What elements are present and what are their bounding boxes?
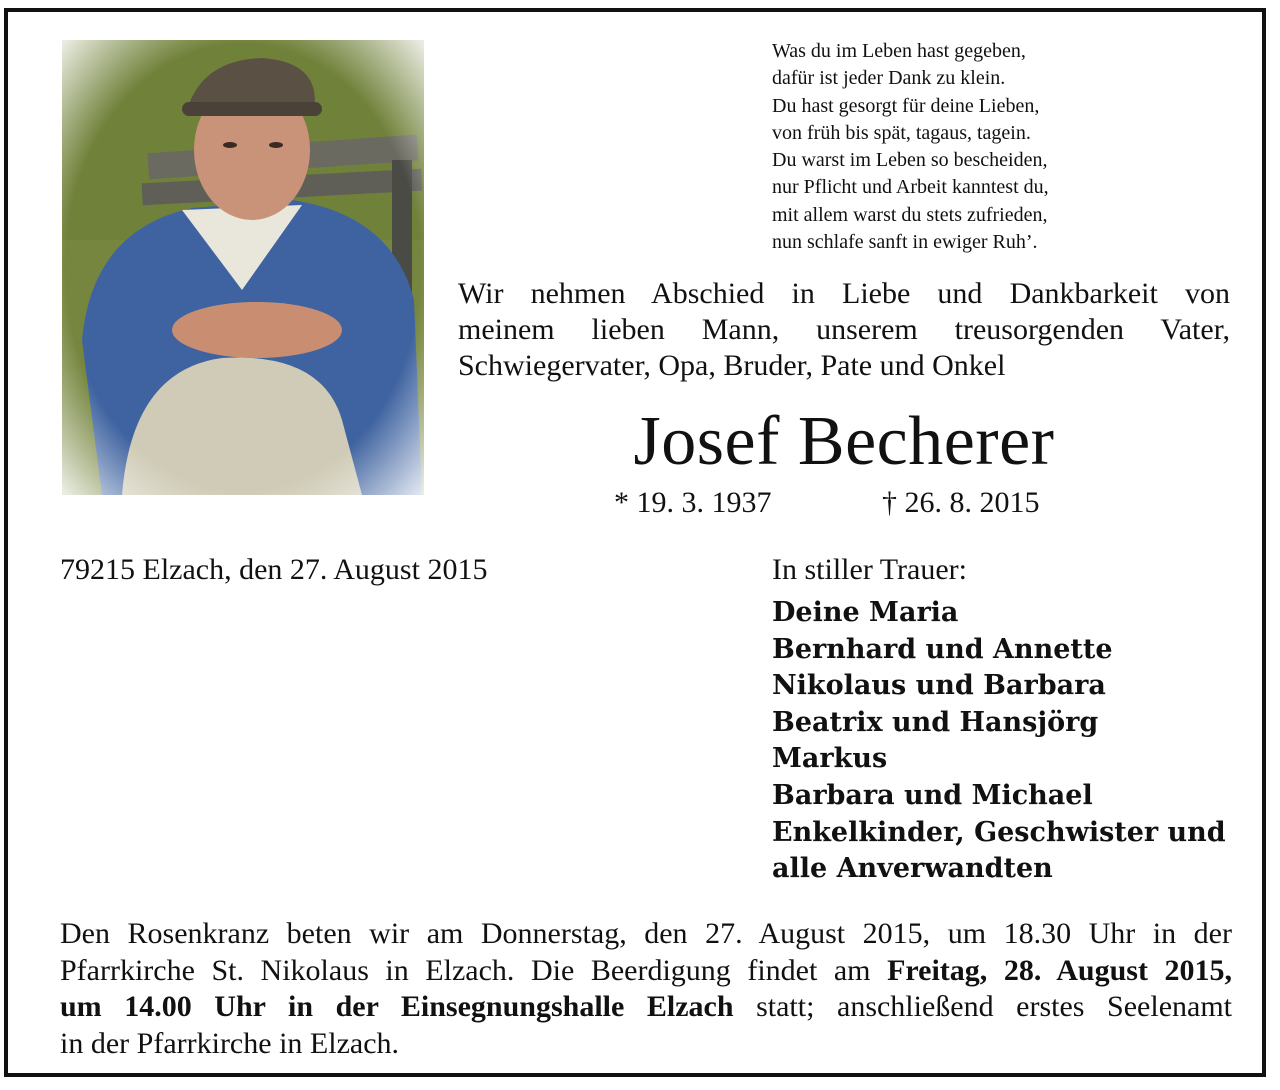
place-and-date: 79215 Elzach, den 27. August 2015 bbox=[60, 553, 488, 586]
mourner-line: Barbara und Michael bbox=[772, 779, 1093, 811]
poem bbox=[772, 38, 1192, 256]
poem-line: Du hast gesorgt für deine Lieben, bbox=[772, 94, 1040, 117]
footer-line bbox=[60, 989, 1232, 1026]
mourner-line: alle Anverwandten bbox=[772, 853, 1053, 885]
footer-text: Pfarrkirche St. Nikolaus in Elzach. Die Beerdigung findet am bbox=[60, 953, 888, 987]
poem-line: dafür ist jeder Dank zu klein. bbox=[772, 67, 1006, 90]
death-date: † 26. 8. 2015 bbox=[882, 486, 1040, 519]
mourner-line: Deine Maria bbox=[772, 597, 959, 628]
birth-date: * 19. 3. 1937 bbox=[614, 486, 772, 519]
mourning-label: In stiller Trauer: bbox=[772, 553, 967, 586]
footer-line bbox=[60, 953, 1232, 990]
funeral-time-bold: um 14.00 Uhr in der Einsegnungshalle Elzach bbox=[60, 990, 734, 1023]
portrait-photo bbox=[62, 40, 424, 495]
footer-line: in der Pfarrkirche in Elzach. bbox=[60, 1026, 400, 1060]
poem-line: mit allem warst du stets zufrieden, bbox=[772, 203, 1048, 226]
obituary-notice bbox=[4, 8, 1266, 1077]
funeral-details bbox=[60, 916, 1232, 1062]
poem-line: nun schlafe sanft in ewiger Ruh’. bbox=[772, 231, 1038, 254]
poem-line: von früh bis spät, tagaus, tagein. bbox=[772, 121, 1031, 144]
mourner-line: Markus bbox=[772, 743, 888, 775]
mourner-line: Bernhard und Annette bbox=[772, 633, 1113, 665]
funeral-date-bold: Freitag, 28. August 2015, bbox=[887, 953, 1232, 987]
poem-line: Was du im Leben hast gegeben, bbox=[772, 40, 1026, 62]
portrait-illustration bbox=[62, 40, 424, 495]
footer-text: statt; anschließend erstes Seelenamt bbox=[733, 990, 1232, 1023]
mourner-line: Nikolaus und Barbara bbox=[772, 670, 1106, 702]
mourner-line: Enkelkinder, Geschwister und bbox=[772, 816, 1226, 848]
intro-line: meinem lieben Mann, unserem treusorgenden Vater, bbox=[458, 313, 1230, 346]
footer-line: Den Rosenkranz beten wir am Donnerstag, den 27. August 2015, um 18.30 Uhr in der bbox=[60, 917, 1232, 950]
poem-line: nur Pflicht und Arbeit kanntest du, bbox=[772, 176, 1049, 199]
intro-line: Wir nehmen Abschied in Liebe und Dankbarkeit von bbox=[458, 277, 1230, 310]
intro-line: Schwiegervater, Opa, Bruder, Pate und Onkel bbox=[458, 349, 1006, 382]
farewell-intro bbox=[458, 276, 1230, 384]
deceased-name: Josef Becherer bbox=[633, 403, 1055, 480]
mourner-line: Beatrix und Hansjörg bbox=[772, 706, 1099, 738]
mourners-list bbox=[772, 595, 1226, 888]
poem-line: Du warst im Leben so bescheiden, bbox=[772, 149, 1048, 172]
